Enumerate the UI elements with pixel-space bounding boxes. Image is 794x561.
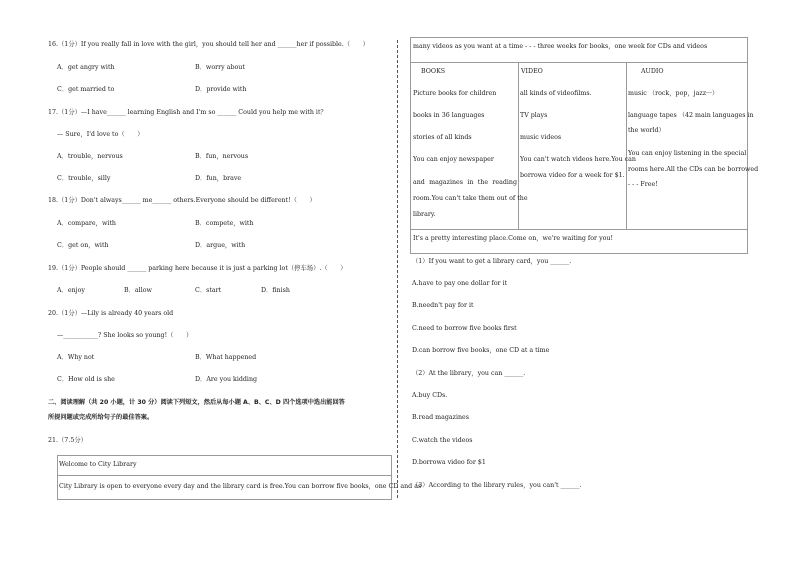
q19-option-d[interactable]: D．finish <box>261 287 290 294</box>
q16-option-a[interactable]: A．get angry with <box>57 64 115 71</box>
passage-title: Welcome to City Library <box>59 461 137 468</box>
audio-item: the world） <box>628 127 665 134</box>
q18-option-a[interactable]: A．compare，with <box>57 220 116 227</box>
q20-option-b[interactable]: B．What happened <box>195 354 257 361</box>
rq1-option-a[interactable]: A.have to pay one dollar for it <box>412 280 508 287</box>
q16-option-c[interactable]: C．get married to <box>57 86 115 93</box>
q20-line2: —___________? She looks so young!（ ） <box>57 332 193 339</box>
table-bottom-text: It's a pretty interesting place.Come on，we're waiting for you! <box>413 235 613 242</box>
rq1-option-c[interactable]: C.need to borrow five books first <box>412 325 517 332</box>
q18-option-d[interactable]: D．argue，with <box>195 242 246 249</box>
table-col-rule-1 <box>518 62 519 229</box>
rq2-option-d[interactable]: D.borrowa video for $1 <box>412 459 486 466</box>
passage-first-line: City Library is open to everyone every day and the library card is free.You can borrow five books，one CD and as <box>59 483 422 490</box>
q20-option-a[interactable]: A．Why not <box>57 354 95 361</box>
video-item: music videos <box>520 134 562 141</box>
rq1-option-d[interactable]: D.can borrow five books，one CD at a time <box>412 347 550 354</box>
table-rule-2 <box>410 229 747 230</box>
q20-option-d[interactable]: D．Are you kidding <box>195 376 258 383</box>
header-books: BOOKS <box>421 68 446 75</box>
table-col-rule-2 <box>626 62 627 229</box>
books-item: and magazines in the reading <box>413 179 517 186</box>
q18-option-c[interactable]: C．get on，with <box>57 242 109 249</box>
audio-item: rooms here.All the CDs can be borrowed <box>628 166 759 173</box>
q19-stem: 19.（1分）People should ______ parking here because it is just a parking lot（停车场）.（ ） <box>48 265 347 272</box>
section-heading-line2: 所提问题或完成所给句子的最佳答案。 <box>48 414 154 421</box>
video-item: borrowa video for a week for $1. <box>520 172 625 179</box>
books-item: stories of all kinds <box>413 134 472 141</box>
q20-option-c[interactable]: C．How old is she <box>57 376 115 383</box>
books-item: books in 36 languages <box>413 112 485 119</box>
library-table <box>410 37 759 254</box>
header-video: VIDEO <box>521 68 543 75</box>
q21-label: 21.（7.5分） <box>48 437 87 444</box>
q19-option-a[interactable]: A．enjoy <box>57 287 85 294</box>
video-item: You can't watch videos here.You can <box>520 156 636 163</box>
rq2-stem: （2）At the library，you can ______. <box>412 370 526 377</box>
rq2-option-c[interactable]: C.watch the videos <box>412 437 473 444</box>
audio-item: music （rock，pop，jazz···） <box>628 90 719 97</box>
rq1-option-b[interactable]: B.needn't pay for it <box>412 302 474 309</box>
passage-box-divider <box>57 475 391 476</box>
video-item: TV plays <box>520 112 548 119</box>
rq1-stem: （1）If you want to get a library card，you ______. <box>412 258 572 265</box>
column-divider <box>397 40 398 498</box>
rq2-option-a[interactable]: A.buy CDs. <box>412 392 448 399</box>
q18-stem: 18.（1分）Don't always______ me______ others.Everyone should be different!（ ） <box>48 197 316 204</box>
audio-item: - - - Free! <box>628 181 658 188</box>
q16-option-d[interactable]: D．provide with <box>195 86 247 93</box>
q19-option-c[interactable]: C．start <box>195 287 222 294</box>
books-item: You can enjoy newspaper <box>413 156 494 163</box>
q17-stem: 17.（1分）—I have______ learning English and I'm so ______ Could you help me with it？ <box>48 109 327 116</box>
section-heading-line1: 二、阅读理解（共 20 小题，计 30 分）阅读下列短文，然后从每小题 A、B、C、D 四个选项中选出能回答 <box>48 399 345 406</box>
rq3-stem: （3）According to the library rules，you can't ______. <box>412 482 582 489</box>
audio-item: language tapes （42 main languages in <box>628 112 754 119</box>
q19-option-b[interactable]: B．allow <box>124 287 152 294</box>
books-item: library. <box>413 211 436 218</box>
q17-option-b[interactable]: B．fun，nervous <box>195 153 249 160</box>
table-rule-1 <box>410 62 747 63</box>
table-top-text: many videos as you want at a time - - - three weeks for books，one week for CDs and videos <box>413 43 708 50</box>
books-item: room.You can't take them out of the <box>413 195 528 202</box>
video-item: all kinds of videofilms. <box>520 90 592 97</box>
q17-option-d[interactable]: D．fun，brave <box>195 175 242 182</box>
q17-option-a[interactable]: A．trouble，nervous <box>57 153 123 160</box>
q16-stem: 16.（1分）If you really fall in love with the girl，you should tell her and ______her if possible.（ ） <box>48 41 369 48</box>
q16-option-b[interactable]: B．worry about <box>195 64 245 71</box>
rq2-option-b[interactable]: B.read magazines <box>412 414 470 421</box>
q17-option-c[interactable]: C．trouble，silly <box>57 175 111 182</box>
books-item: Picture books for children <box>413 90 497 97</box>
q17-line2: — Sure，I'd love to（ ） <box>57 131 144 138</box>
audio-item: You can enjoy listening in the special <box>628 150 747 157</box>
q20-stem: 20.（1分）—Lily is already 40 years old <box>48 310 174 317</box>
q18-option-b[interactable]: B．compete，with <box>195 220 254 227</box>
header-audio: AUDIO <box>641 68 664 75</box>
